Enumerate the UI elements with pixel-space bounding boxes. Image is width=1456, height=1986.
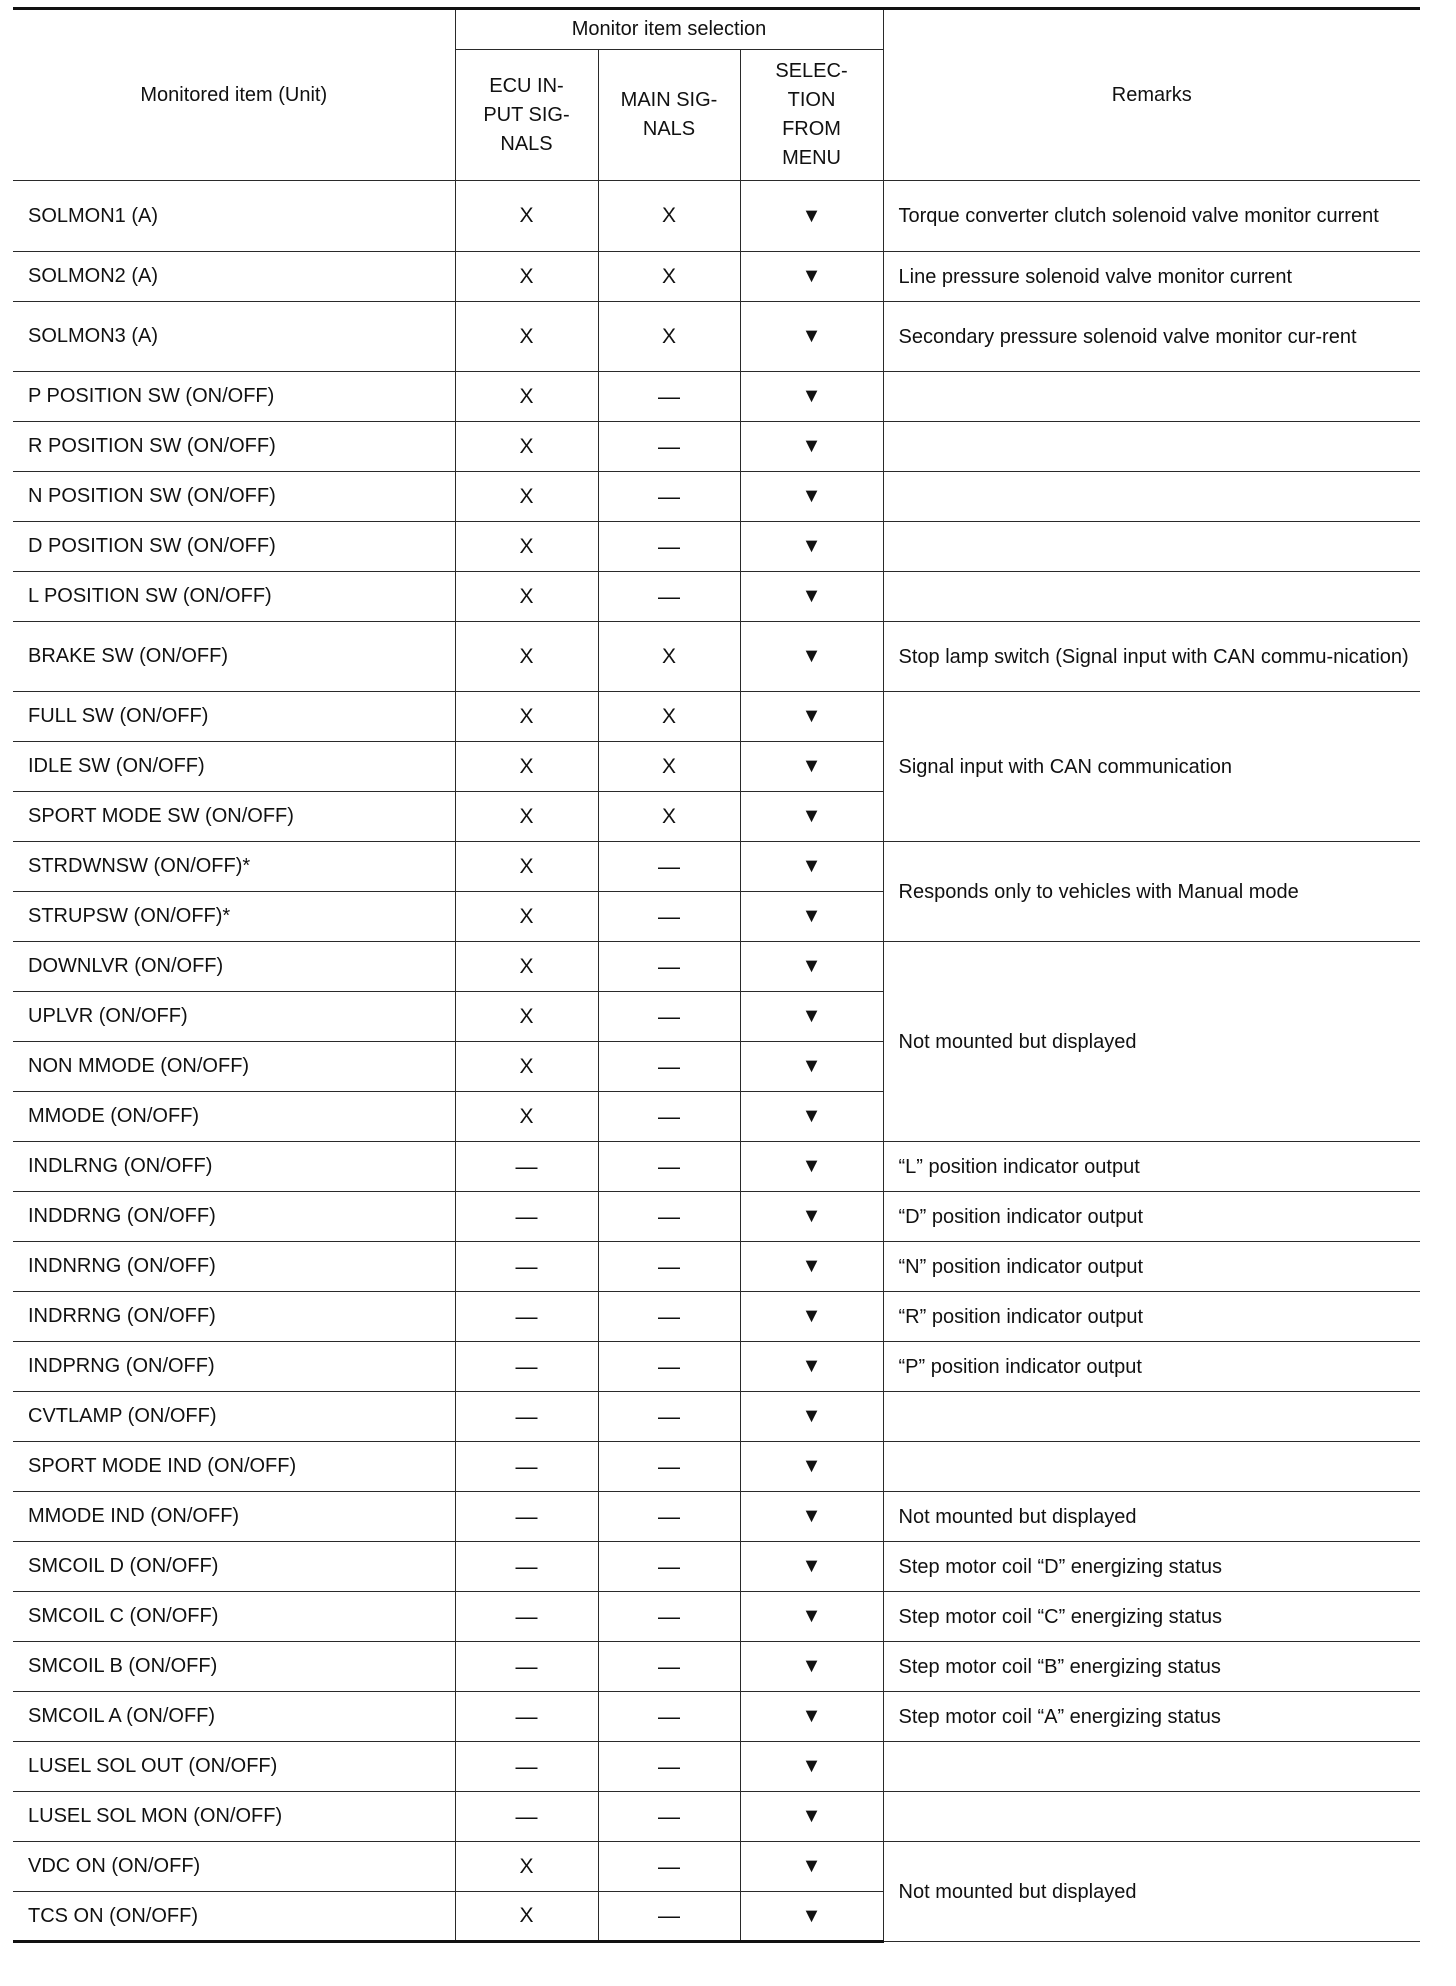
monitored-item-cell: UPLVR (ON/OFF)	[13, 992, 455, 1042]
monitored-item-cell: INDDRNG (ON/OFF)	[13, 1192, 455, 1242]
header-ecu-line: ECU IN-	[489, 74, 564, 97]
ecu-input-signal-cell: —	[455, 1792, 598, 1842]
table-row	[13, 1142, 1420, 1192]
remarks-cell: Stop lamp switch (Signal input with CAN commu-nication)	[883, 622, 1420, 692]
remarks-cell: “N” position indicator output	[883, 1242, 1420, 1292]
monitored-item-cell: N POSITION SW (ON/OFF)	[13, 472, 455, 522]
monitored-item-cell: LUSEL SOL MON (ON/OFF)	[13, 1792, 455, 1842]
ecu-input-signal-cell: X	[455, 692, 598, 742]
main-signal-cell: —	[598, 1392, 740, 1442]
ecu-input-signal-cell: X	[455, 372, 598, 422]
main-signal-cell: X	[598, 181, 740, 252]
remarks-cell: Secondary pressure solenoid valve monitor cur-rent	[883, 302, 1420, 372]
header-ecu-line: NALS	[500, 132, 553, 155]
ecu-input-signal-cell: —	[455, 1342, 598, 1392]
table-row	[13, 1492, 1420, 1542]
table-row	[13, 1792, 1420, 1842]
table-row	[13, 302, 1420, 372]
ecu-input-signal-cell: X	[455, 892, 598, 942]
remarks-cell	[883, 472, 1420, 522]
monitored-item-cell: SMCOIL C (ON/OFF)	[13, 1592, 455, 1642]
monitored-item-cell: MMODE IND (ON/OFF)	[13, 1492, 455, 1542]
table-body	[13, 181, 1420, 1942]
remarks-cell: Line pressure solenoid valve monitor current	[883, 252, 1420, 302]
remarks-cell: Signal input with CAN communication	[883, 692, 1420, 842]
table-row	[13, 472, 1420, 522]
monitored-item-cell: SPORT MODE SW (ON/OFF)	[13, 792, 455, 842]
header-monitor-item-selection: Monitor item selection	[455, 9, 883, 50]
main-signal-cell: X	[598, 302, 740, 372]
selection-from-menu-cell: ▼	[740, 1492, 883, 1542]
ecu-input-signal-cell: X	[455, 842, 598, 892]
selection-from-menu-cell: ▼	[740, 1292, 883, 1342]
table-row	[13, 1592, 1420, 1642]
remarks-cell: “D” position indicator output	[883, 1192, 1420, 1242]
ecu-input-signal-cell: —	[455, 1742, 598, 1792]
selection-from-menu-cell: ▼	[740, 1892, 883, 1942]
selection-from-menu-cell: ▼	[740, 1142, 883, 1192]
remarks-cell: Torque converter clutch solenoid valve monitor current	[883, 181, 1420, 252]
main-signal-cell: —	[598, 422, 740, 472]
table-row	[13, 181, 1420, 252]
selection-from-menu-cell: ▼	[740, 1692, 883, 1742]
remarks-cell	[883, 1392, 1420, 1442]
ecu-input-signal-cell: X	[455, 422, 598, 472]
table-row	[13, 572, 1420, 622]
main-signal-cell: —	[598, 842, 740, 892]
ecu-input-signal-cell: X	[455, 522, 598, 572]
ecu-input-signal-cell: X	[455, 1842, 598, 1892]
main-signal-cell: —	[598, 1542, 740, 1592]
table-row	[13, 692, 1420, 742]
table-row	[13, 1292, 1420, 1342]
monitored-item-cell: TCS ON (ON/OFF)	[13, 1892, 455, 1942]
ecu-input-signal-cell: X	[455, 742, 598, 792]
selection-from-menu-cell: ▼	[740, 1742, 883, 1792]
selection-from-menu-cell: ▼	[740, 302, 883, 372]
main-signal-cell: —	[598, 1192, 740, 1242]
main-signal-cell: —	[598, 1592, 740, 1642]
remarks-cell: Step motor coil “D” energizing status	[883, 1542, 1420, 1592]
ecu-input-signal-cell: —	[455, 1592, 598, 1642]
main-signal-cell: X	[598, 742, 740, 792]
remarks-cell: Not mounted but displayed	[883, 1492, 1420, 1542]
table-row	[13, 1342, 1420, 1392]
header-main-line: MAIN SIG-	[620, 89, 718, 111]
monitored-item-cell: INDNRNG (ON/OFF)	[13, 1242, 455, 1292]
monitored-item-cell: FULL SW (ON/OFF)	[13, 692, 455, 742]
selection-from-menu-cell: ▼	[740, 1042, 883, 1092]
remarks-cell: Responds only to vehicles with Manual mode	[883, 842, 1420, 942]
selection-from-menu-cell: ▼	[740, 472, 883, 522]
selection-from-menu-cell: ▼	[740, 522, 883, 572]
selection-from-menu-cell: ▼	[740, 792, 883, 842]
main-signal-cell: —	[598, 572, 740, 622]
ecu-input-signal-cell: —	[455, 1642, 598, 1692]
header-ecu-input-signals	[455, 50, 598, 181]
table-row	[13, 842, 1420, 892]
main-signal-cell: X	[598, 692, 740, 742]
selection-from-menu-cell: ▼	[740, 1592, 883, 1642]
monitored-item-cell: SMCOIL D (ON/OFF)	[13, 1542, 455, 1592]
remarks-cell	[883, 522, 1420, 572]
ecu-input-signal-cell: —	[455, 1142, 598, 1192]
table-row	[13, 422, 1420, 472]
selection-from-menu-cell: ▼	[740, 1442, 883, 1492]
main-signal-cell: —	[598, 1042, 740, 1092]
monitored-item-cell: STRUPSW (ON/OFF)*	[13, 892, 455, 942]
ecu-input-signal-cell: —	[455, 1442, 598, 1492]
ecu-input-signal-cell: X	[455, 1892, 598, 1942]
remarks-cell: Step motor coil “B” energizing status	[883, 1642, 1420, 1692]
monitored-item-cell: MMODE (ON/OFF)	[13, 1092, 455, 1142]
main-signal-cell: —	[598, 1242, 740, 1292]
header-menu-line: MENU	[782, 147, 841, 169]
monitored-item-cell: SMCOIL B (ON/OFF)	[13, 1642, 455, 1692]
main-signal-cell: —	[598, 522, 740, 572]
selection-from-menu-cell: ▼	[740, 1092, 883, 1142]
remarks-cell: Step motor coil “A” energizing status	[883, 1692, 1420, 1742]
main-signal-cell: —	[598, 1742, 740, 1792]
selection-from-menu-cell: ▼	[740, 572, 883, 622]
monitored-item-cell: SPORT MODE IND (ON/OFF)	[13, 1442, 455, 1492]
main-signal-cell: —	[598, 1792, 740, 1842]
main-signal-cell: —	[598, 992, 740, 1042]
table-row	[13, 1542, 1420, 1592]
remarks-cell	[883, 372, 1420, 422]
selection-from-menu-cell: ▼	[740, 692, 883, 742]
main-signal-cell: —	[598, 1692, 740, 1742]
remarks-cell: Not mounted but displayed	[883, 1842, 1420, 1942]
table-row	[13, 1742, 1420, 1792]
main-signal-cell: —	[598, 1342, 740, 1392]
table-row	[13, 372, 1420, 422]
monitored-item-cell: INDPRNG (ON/OFF)	[13, 1342, 455, 1392]
selection-from-menu-cell: ▼	[740, 1342, 883, 1392]
remarks-cell	[883, 422, 1420, 472]
selection-from-menu-cell: ▼	[740, 372, 883, 422]
monitor-item-table	[13, 7, 1420, 1943]
main-signal-cell: —	[598, 472, 740, 522]
selection-from-menu-cell: ▼	[740, 1792, 883, 1842]
monitored-item-cell: LUSEL SOL OUT (ON/OFF)	[13, 1742, 455, 1792]
remarks-cell: “L” position indicator output	[883, 1142, 1420, 1192]
selection-from-menu-cell: ▼	[740, 1642, 883, 1692]
monitored-item-cell: DOWNLVR (ON/OFF)	[13, 942, 455, 992]
monitored-item-cell: D POSITION SW (ON/OFF)	[13, 522, 455, 572]
header-menu-line: FROM	[782, 118, 841, 140]
main-signal-cell: —	[598, 1842, 740, 1892]
remarks-cell	[883, 1742, 1420, 1792]
header-menu-line: TION	[787, 89, 836, 111]
header-monitored-item: Monitored item (Unit)	[13, 9, 455, 181]
monitored-item-cell: SMCOIL A (ON/OFF)	[13, 1692, 455, 1742]
monitored-item-cell: STRDWNSW (ON/OFF)*	[13, 842, 455, 892]
ecu-input-signal-cell: —	[455, 1242, 598, 1292]
table-row	[13, 1642, 1420, 1692]
selection-from-menu-cell: ▼	[740, 1192, 883, 1242]
monitored-item-cell: SOLMON3 (A)	[13, 302, 455, 372]
table-row	[13, 622, 1420, 692]
ecu-input-signal-cell: X	[455, 572, 598, 622]
monitored-item-cell: L POSITION SW (ON/OFF)	[13, 572, 455, 622]
table-row	[13, 522, 1420, 572]
main-signal-cell: —	[598, 942, 740, 992]
table-row	[13, 252, 1420, 302]
selection-from-menu-cell: ▼	[740, 181, 883, 252]
header-selection-from-menu	[740, 50, 883, 181]
table-row	[13, 1842, 1420, 1892]
table-row	[13, 942, 1420, 992]
ecu-input-signal-cell: —	[455, 1692, 598, 1742]
ecu-input-signal-cell: X	[455, 472, 598, 522]
ecu-input-signal-cell: X	[455, 252, 598, 302]
ecu-input-signal-cell: —	[455, 1292, 598, 1342]
ecu-input-signal-cell: X	[455, 1042, 598, 1092]
remarks-cell	[883, 1792, 1420, 1842]
main-signal-cell: —	[598, 1642, 740, 1692]
ecu-input-signal-cell: X	[455, 622, 598, 692]
selection-from-menu-cell: ▼	[740, 622, 883, 692]
ecu-input-signal-cell: X	[455, 792, 598, 842]
monitored-item-cell: NON MMODE (ON/OFF)	[13, 1042, 455, 1092]
ecu-input-signal-cell: X	[455, 992, 598, 1042]
selection-from-menu-cell: ▼	[740, 892, 883, 942]
ecu-input-signal-cell: —	[455, 1492, 598, 1542]
monitored-item-cell: SOLMON1 (A)	[13, 181, 455, 252]
monitored-item-cell: R POSITION SW (ON/OFF)	[13, 422, 455, 472]
header-remarks: Remarks	[883, 9, 1420, 181]
ecu-input-signal-cell: —	[455, 1392, 598, 1442]
selection-from-menu-cell: ▼	[740, 1542, 883, 1592]
selection-from-menu-cell: ▼	[740, 1242, 883, 1292]
main-signal-cell: —	[598, 1292, 740, 1342]
remarks-cell: Not mounted but displayed	[883, 942, 1420, 1142]
selection-from-menu-cell: ▼	[740, 942, 883, 992]
selection-from-menu-cell: ▼	[740, 992, 883, 1042]
table-row	[13, 1442, 1420, 1492]
remarks-cell: “P” position indicator output	[883, 1342, 1420, 1392]
monitored-item-cell: VDC ON (ON/OFF)	[13, 1842, 455, 1892]
header-main-signals	[598, 50, 740, 181]
table-row	[13, 1692, 1420, 1742]
selection-from-menu-cell: ▼	[740, 842, 883, 892]
main-signal-cell: X	[598, 252, 740, 302]
selection-from-menu-cell: ▼	[740, 1392, 883, 1442]
main-signal-cell: X	[598, 792, 740, 842]
main-signal-cell: X	[598, 622, 740, 692]
main-signal-cell: —	[598, 1092, 740, 1142]
monitored-item-cell: BRAKE SW (ON/OFF)	[13, 622, 455, 692]
header-ecu-line: PUT SIG-	[483, 103, 570, 126]
ecu-input-signal-cell: X	[455, 1092, 598, 1142]
header-main-line: NALS	[642, 118, 696, 140]
selection-from-menu-cell: ▼	[740, 1842, 883, 1892]
ecu-input-signal-cell: —	[455, 1192, 598, 1242]
monitored-item-cell: SOLMON2 (A)	[13, 252, 455, 302]
monitored-item-cell: P POSITION SW (ON/OFF)	[13, 372, 455, 422]
selection-from-menu-cell: ▼	[740, 422, 883, 472]
monitored-item-cell: CVTLAMP (ON/OFF)	[13, 1392, 455, 1442]
table-row	[13, 1392, 1420, 1442]
remarks-cell: “R” position indicator output	[883, 1292, 1420, 1342]
monitored-item-cell: INDLRNG (ON/OFF)	[13, 1142, 455, 1192]
header-menu-line: SELEC-	[775, 60, 848, 82]
main-signal-cell: —	[598, 892, 740, 942]
ecu-input-signal-cell: X	[455, 942, 598, 992]
ecu-input-signal-cell: X	[455, 181, 598, 252]
selection-from-menu-cell: ▼	[740, 252, 883, 302]
main-signal-cell: —	[598, 1492, 740, 1542]
table-row	[13, 1192, 1420, 1242]
main-signal-cell: —	[598, 1142, 740, 1192]
monitored-item-cell: INDRRNG (ON/OFF)	[13, 1292, 455, 1342]
table-row	[13, 1242, 1420, 1292]
main-signal-cell: —	[598, 372, 740, 422]
remarks-cell	[883, 572, 1420, 622]
main-signal-cell: —	[598, 1892, 740, 1942]
monitored-item-cell: IDLE SW (ON/OFF)	[13, 742, 455, 792]
selection-from-menu-cell: ▼	[740, 742, 883, 792]
ecu-input-signal-cell: X	[455, 302, 598, 372]
remarks-cell	[883, 1442, 1420, 1492]
ecu-input-signal-cell: —	[455, 1542, 598, 1592]
main-signal-cell: —	[598, 1442, 740, 1492]
remarks-cell: Step motor coil “C” energizing status	[883, 1592, 1420, 1642]
